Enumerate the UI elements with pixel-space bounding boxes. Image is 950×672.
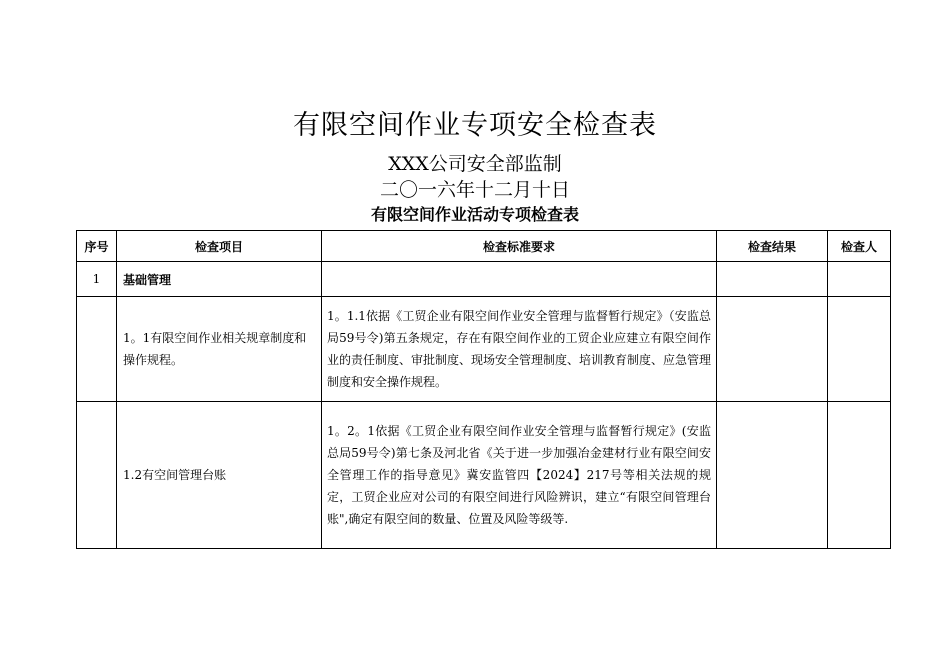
cell-result[interactable] bbox=[717, 262, 828, 297]
cell-standard: 1。2。1依据《工贸企业有限空间作业安全管理与监督暂行规定》(安监总局59号令)第七条及河北省《关于进一步加强冶金建材行业有限空间安全管理工作的指导意见》冀安监管四【2024】217号等相关法规的规定，工贸企业应对公司的有限空间进行风险辨识，建立“有限空间管理台账",确定有限空间的数量、位置及风险等级等. bbox=[322, 402, 717, 549]
table-row bbox=[77, 262, 891, 297]
cell-item: 基础管理 bbox=[117, 262, 322, 297]
document-date: 二〇一六年十二月十日 bbox=[379, 179, 570, 201]
cell-seq: 1 bbox=[77, 262, 117, 297]
document-title: 有限空间作业专项安全检查表 bbox=[293, 110, 657, 141]
cell-standard[interactable] bbox=[322, 262, 717, 297]
cell-item: 1。1有限空间作业相关规章制度和操作规程。 bbox=[117, 297, 322, 402]
table-row bbox=[77, 402, 891, 549]
cell-result[interactable] bbox=[717, 402, 828, 549]
header-seq: 序号 bbox=[77, 231, 117, 262]
table-title: 有限空间作业活动专项检查表 bbox=[370, 205, 579, 224]
header-item: 检查项目 bbox=[117, 231, 322, 262]
company-name: XXX公司安全部监制 bbox=[388, 153, 562, 175]
cell-seq bbox=[77, 297, 117, 402]
header-inspector: 检查人 bbox=[828, 231, 891, 262]
header-result: 检查结果 bbox=[717, 231, 828, 262]
table-row bbox=[77, 297, 891, 402]
header-standard: 检查标准要求 bbox=[322, 231, 717, 262]
cell-item: 1.2有空间管理台账 bbox=[117, 402, 322, 549]
inspection-table bbox=[76, 230, 891, 549]
cell-inspector[interactable] bbox=[828, 402, 891, 549]
cell-standard: 1。1.1依据《工贸企业有限空间作业安全管理与监督暂行规定》（安监总局59号令)第五条规定，存在有限空间作业的工贸企业应建立有限空间作业的责任制度、审批制度、现场安全管理制度、培训教育制度、应急管理制度和安全操作规程。 bbox=[322, 297, 717, 402]
table-header-row bbox=[77, 231, 891, 262]
cell-inspector[interactable] bbox=[828, 262, 891, 297]
cell-inspector[interactable] bbox=[828, 297, 891, 402]
cell-result[interactable] bbox=[717, 297, 828, 402]
cell-seq bbox=[77, 402, 117, 549]
